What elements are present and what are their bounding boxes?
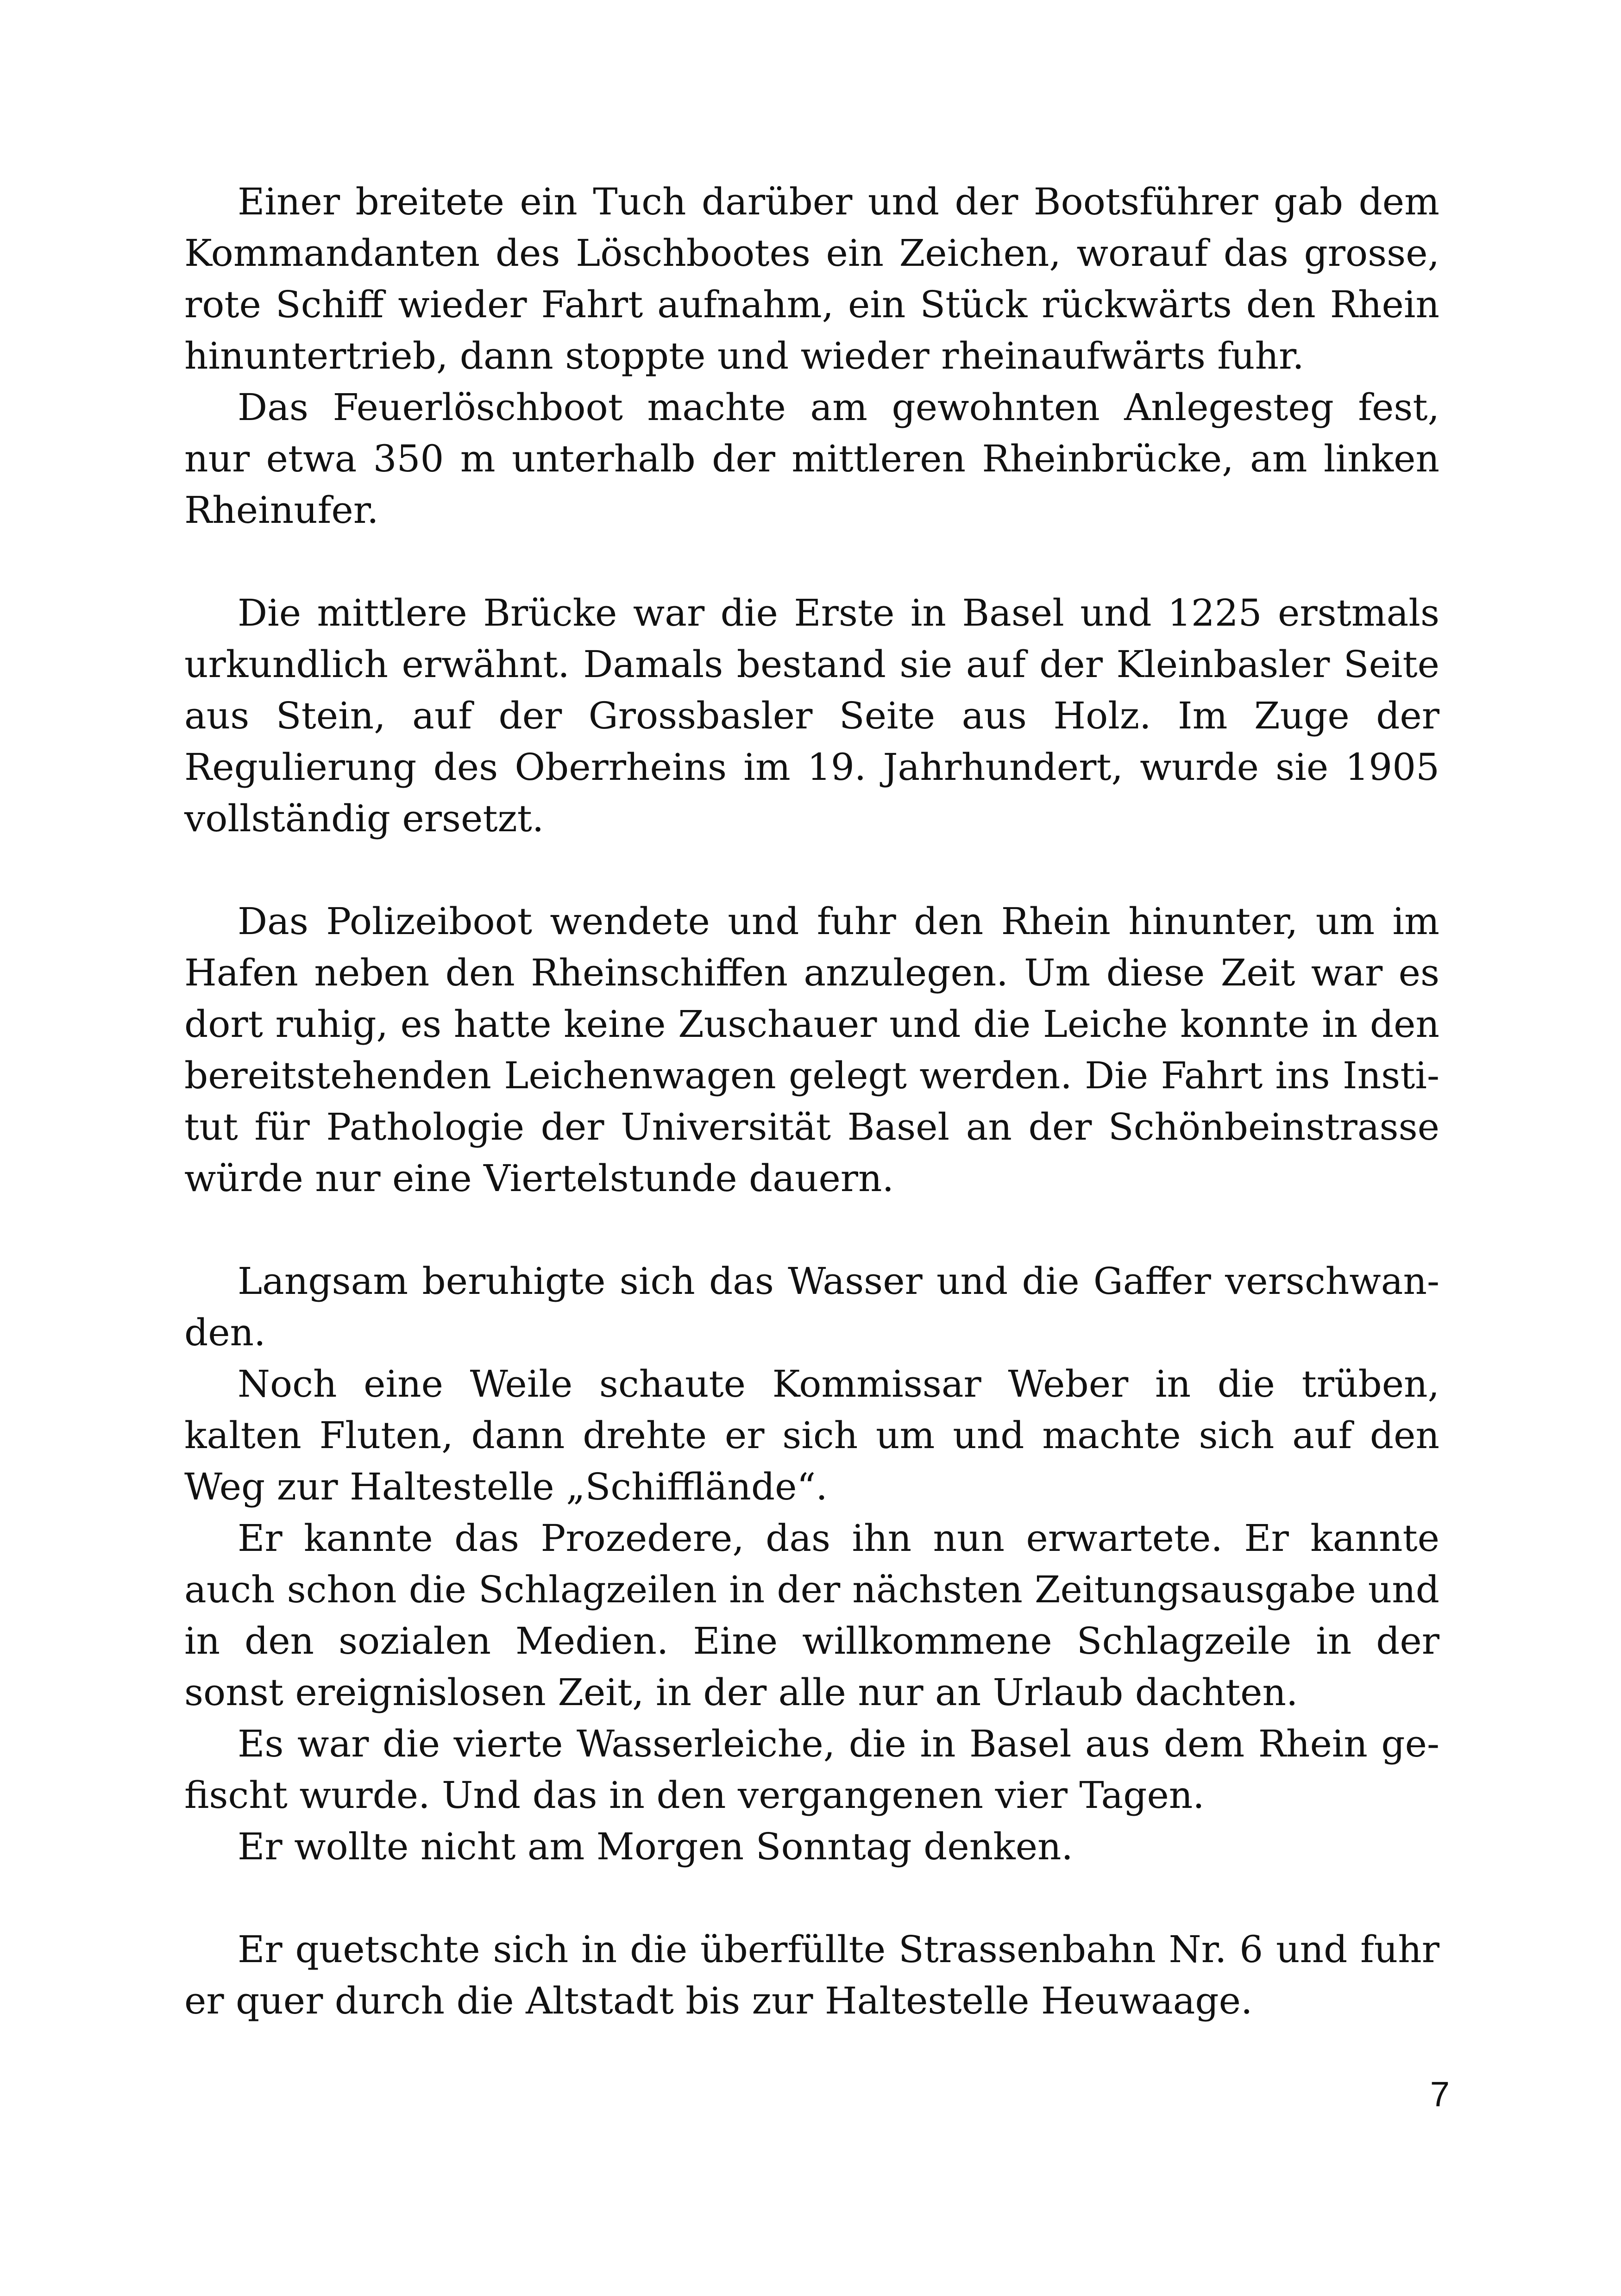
paragraph-water-calms: Langsam beruhigte sich das Wasser und die Gaffer verschwanden.	[184, 1260, 1439, 1354]
paragraph-commissioner-weber: Noch eine Weile schaute Kommissar Weber in die trüben, kalten Fluten, dann drehte er sich um und machte sich auf den Weg zur Haltestelle „Schifflände“.	[184, 1362, 1439, 1508]
body-text	[184, 176, 1439, 2026]
paragraph-gap	[184, 536, 1439, 587]
paragraph-fourth-body: Es war die vierte Wasserleiche, die in Basel aus dem Rhein gefischt wurde. Und das in den vergangenen vier Tagen.	[184, 1722, 1439, 1817]
paragraph-procedure: Er kannte das Prozedere, das ihn nun erwartete. Er kannte auch schon die Schlagzeilen in der nächsten Zeitungsausgabe und in den sozialen Medien. Eine willkommene Schlagzeile in der sonst ereignislosen Zeit, in der alle nur an Urlaub dachten.	[184, 1517, 1439, 1714]
paragraph-boat-leaves: Einer breitete ein Tuch darüber und der Bootsführer gab dem Kommandanten des Löschbootes ein Zeichen, worauf das grosse, rote Schiff wieder Fahrt aufnahm, ein Stück rückwärts den Rhein hinuntertrieb, dann stoppte und wieder rheinaufwärts fuhr.	[184, 180, 1439, 377]
paragraph-fireboat-moors: Das Feuerlöschboot machte am gewohnten Anlegesteg fest, nur etwa 350 m unterhalb der mittleren Rheinbrücke, am linken Rheinufer.	[184, 386, 1439, 532]
paragraph-gap	[184, 844, 1439, 896]
paragraph-middle-bridge: Die mittlere Brücke war die Erste in Basel und 1225 erstmals urkundlich erwähnt. Damals bestand sie auf der Kleinbasler Seite aus Stein, auf der Grossbasler Seite aus Holz. Im Zuge der Regulierung des Oberrheins im 19. Jahrhundert, wurde sie 1905 vollständig ersetzt.	[184, 591, 1439, 840]
paragraph-police-boat: Das Polizeiboot wendete und fuhr den Rhein hinunter, um im Hafen neben den Rheinschiffen anzulegen. Um diese Zeit war es dort ruhig, es hatte keine Zuschauer und die Leiche konnte in den bereitstehenden Leichenwagen gelegt werden. Die Fahrt ins Institut für Pathologie der Universität Basel an der Schönbeinstrasse würde nur eine Viertelstunde dauern.	[184, 900, 1439, 1200]
paragraph-gap	[184, 1872, 1439, 1924]
paragraph-sunday: Er wollte nicht am Morgen Sonntag denken.	[238, 1825, 1073, 1868]
paragraph-gap	[184, 1204, 1439, 1255]
paragraph-tram: Er quetschte sich in die überfüllte Strassenbahn Nr. 6 und fuhr er quer durch die Altstadt bis zur Haltestelle Heuwaage.	[184, 1928, 1439, 2022]
page-number: 7	[1430, 2075, 1450, 2114]
